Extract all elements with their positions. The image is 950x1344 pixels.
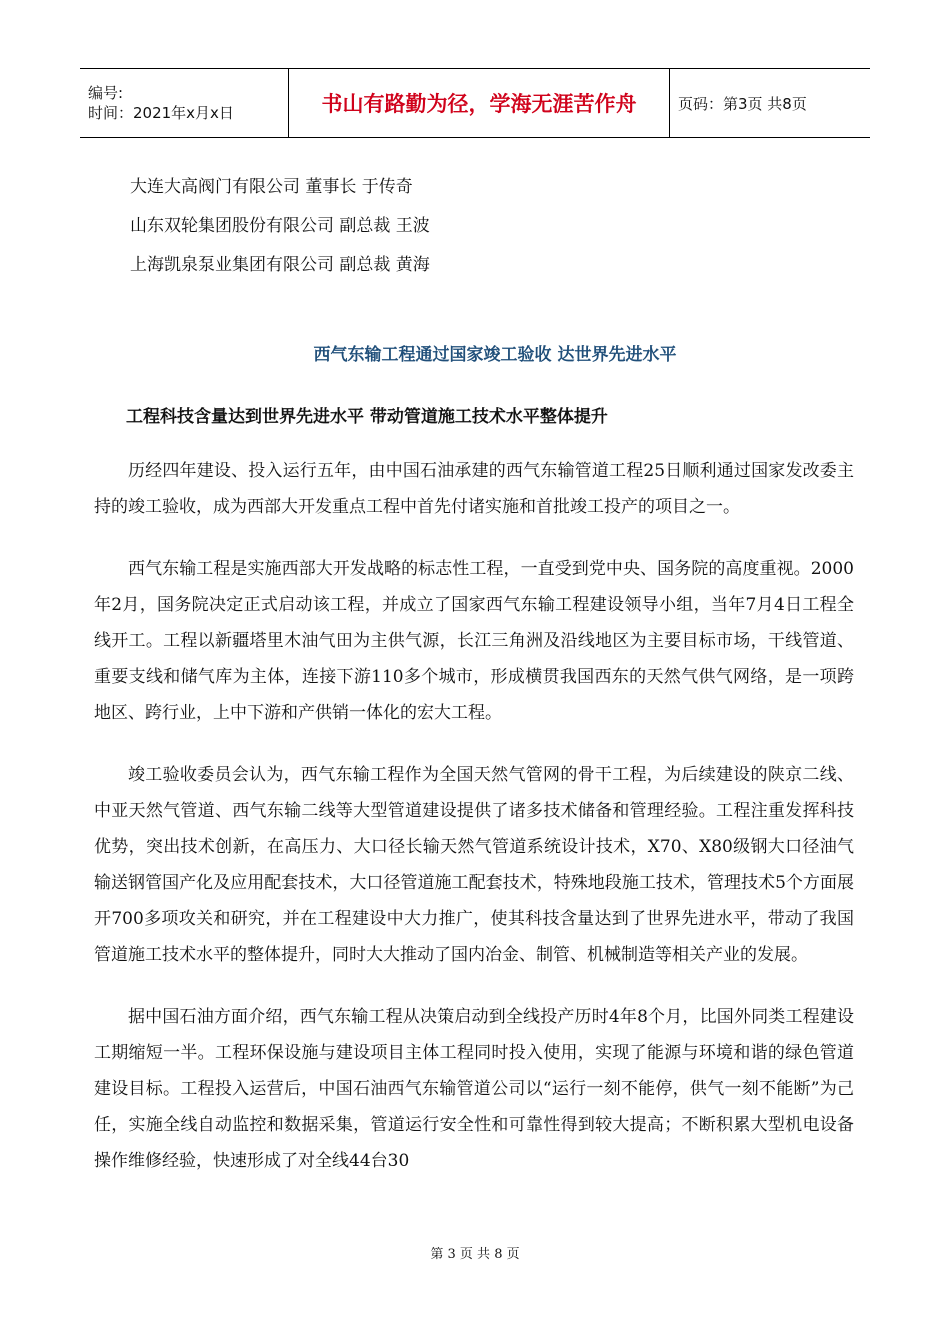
paragraph: 竣工验收委员会认为，西气东输工程作为全国天然气管网的骨干工程，为后续建设的陕京二线、中亚天然气管道、西气东输二线等大型管道建设提供了诸多技术储备和管理经验。工程注重发挥科技优势，突出技术创新，在高压力、大口径长输天然气管道系统设计技术，X70、X80级钢大口径油气输送钢管国产化及应用配套技术，大口径管道施工配套技术，特殊地段施工技术，管理技术5个方面展开700多项攻关和研究，并在工程建设中大力推广，使其科技含量达到了世界先进水平，带动了我国管道施工技术水平的整体提升，同时大大推动了国内冶金、制管、机械制造等相关产业的发展。	[94, 765, 854, 965]
article-subtitle: 工程科技含量达到世界先进水平 带动管道施工技术水平整体提升	[126, 407, 608, 427]
article-body	[94, 453, 854, 1205]
paragraph: 西气东输工程是实施西部大开发战略的标志性工程，一直受到党中央、国务院的高度重视。2000年2月，国务院决定正式启动该工程，并成立了国家西气东输工程建设领导小组，当年7月4日工程全线开工。工程以新疆塔里木油气田为主供气源，长江三角洲及沿线地区为主要目标市场，干线管道、重要支线和储气库为主体，连接下游110多个城市，形成横贯我国西东的天然气供气网络，是一项跨地区、跨行业，上中下游和产供销一体化的宏大工程。	[94, 559, 854, 723]
number-label: 编号:	[88, 84, 124, 102]
page-header	[80, 68, 870, 138]
article-title: 西气东输工程通过国家竣工验收 达世界先进水平	[313, 345, 677, 365]
header-meta	[80, 69, 289, 138]
paragraph: 历经四年建设、投入运行五年，由中国石油承建的西气东输管道工程25日顺利通过国家发改委主持的竣工验收，成为西部大开发重点工程中首先付诸实施和首批竣工投产的项目之一。	[94, 461, 854, 517]
paragraph: 据中国石油方面介绍，西气东输工程从决策启动到全线投产历时4年8个月，比国外同类工程建设工期缩短一半。工程环保设施与建设项目主体工程同时投入使用，实现了能源与环境和谐的绿色管道建设目标。工程投入运营后，中国石油西气东输管道公司以“运行一刻不能停，供气一刻不能断”为己任，实施全线自动监控和数据采集，管道运行安全性和可靠性得到较大提高；不断积累大型机电设备操作维修经验，快速形成了对全线44台30	[94, 1007, 854, 1171]
page-footer: 第 3 页 共 8 页	[430, 1247, 520, 1262]
signatory-line: 山东双轮集团股份有限公司 副总裁 王波	[130, 216, 430, 236]
signatory-line: 上海凯泉泵业集团有限公司 副总裁 黄海	[130, 255, 430, 275]
time-label: 时间：2021年x月x日	[88, 104, 234, 122]
header-motto: 书山有路勤为径，学海无涯苦作舟	[289, 69, 670, 138]
signatory-line: 大连大高阀门有限公司 董事长 于传奇	[130, 177, 413, 197]
header-page-info: 页码：第3页 共8页	[670, 69, 871, 138]
signatory-list	[130, 168, 430, 285]
